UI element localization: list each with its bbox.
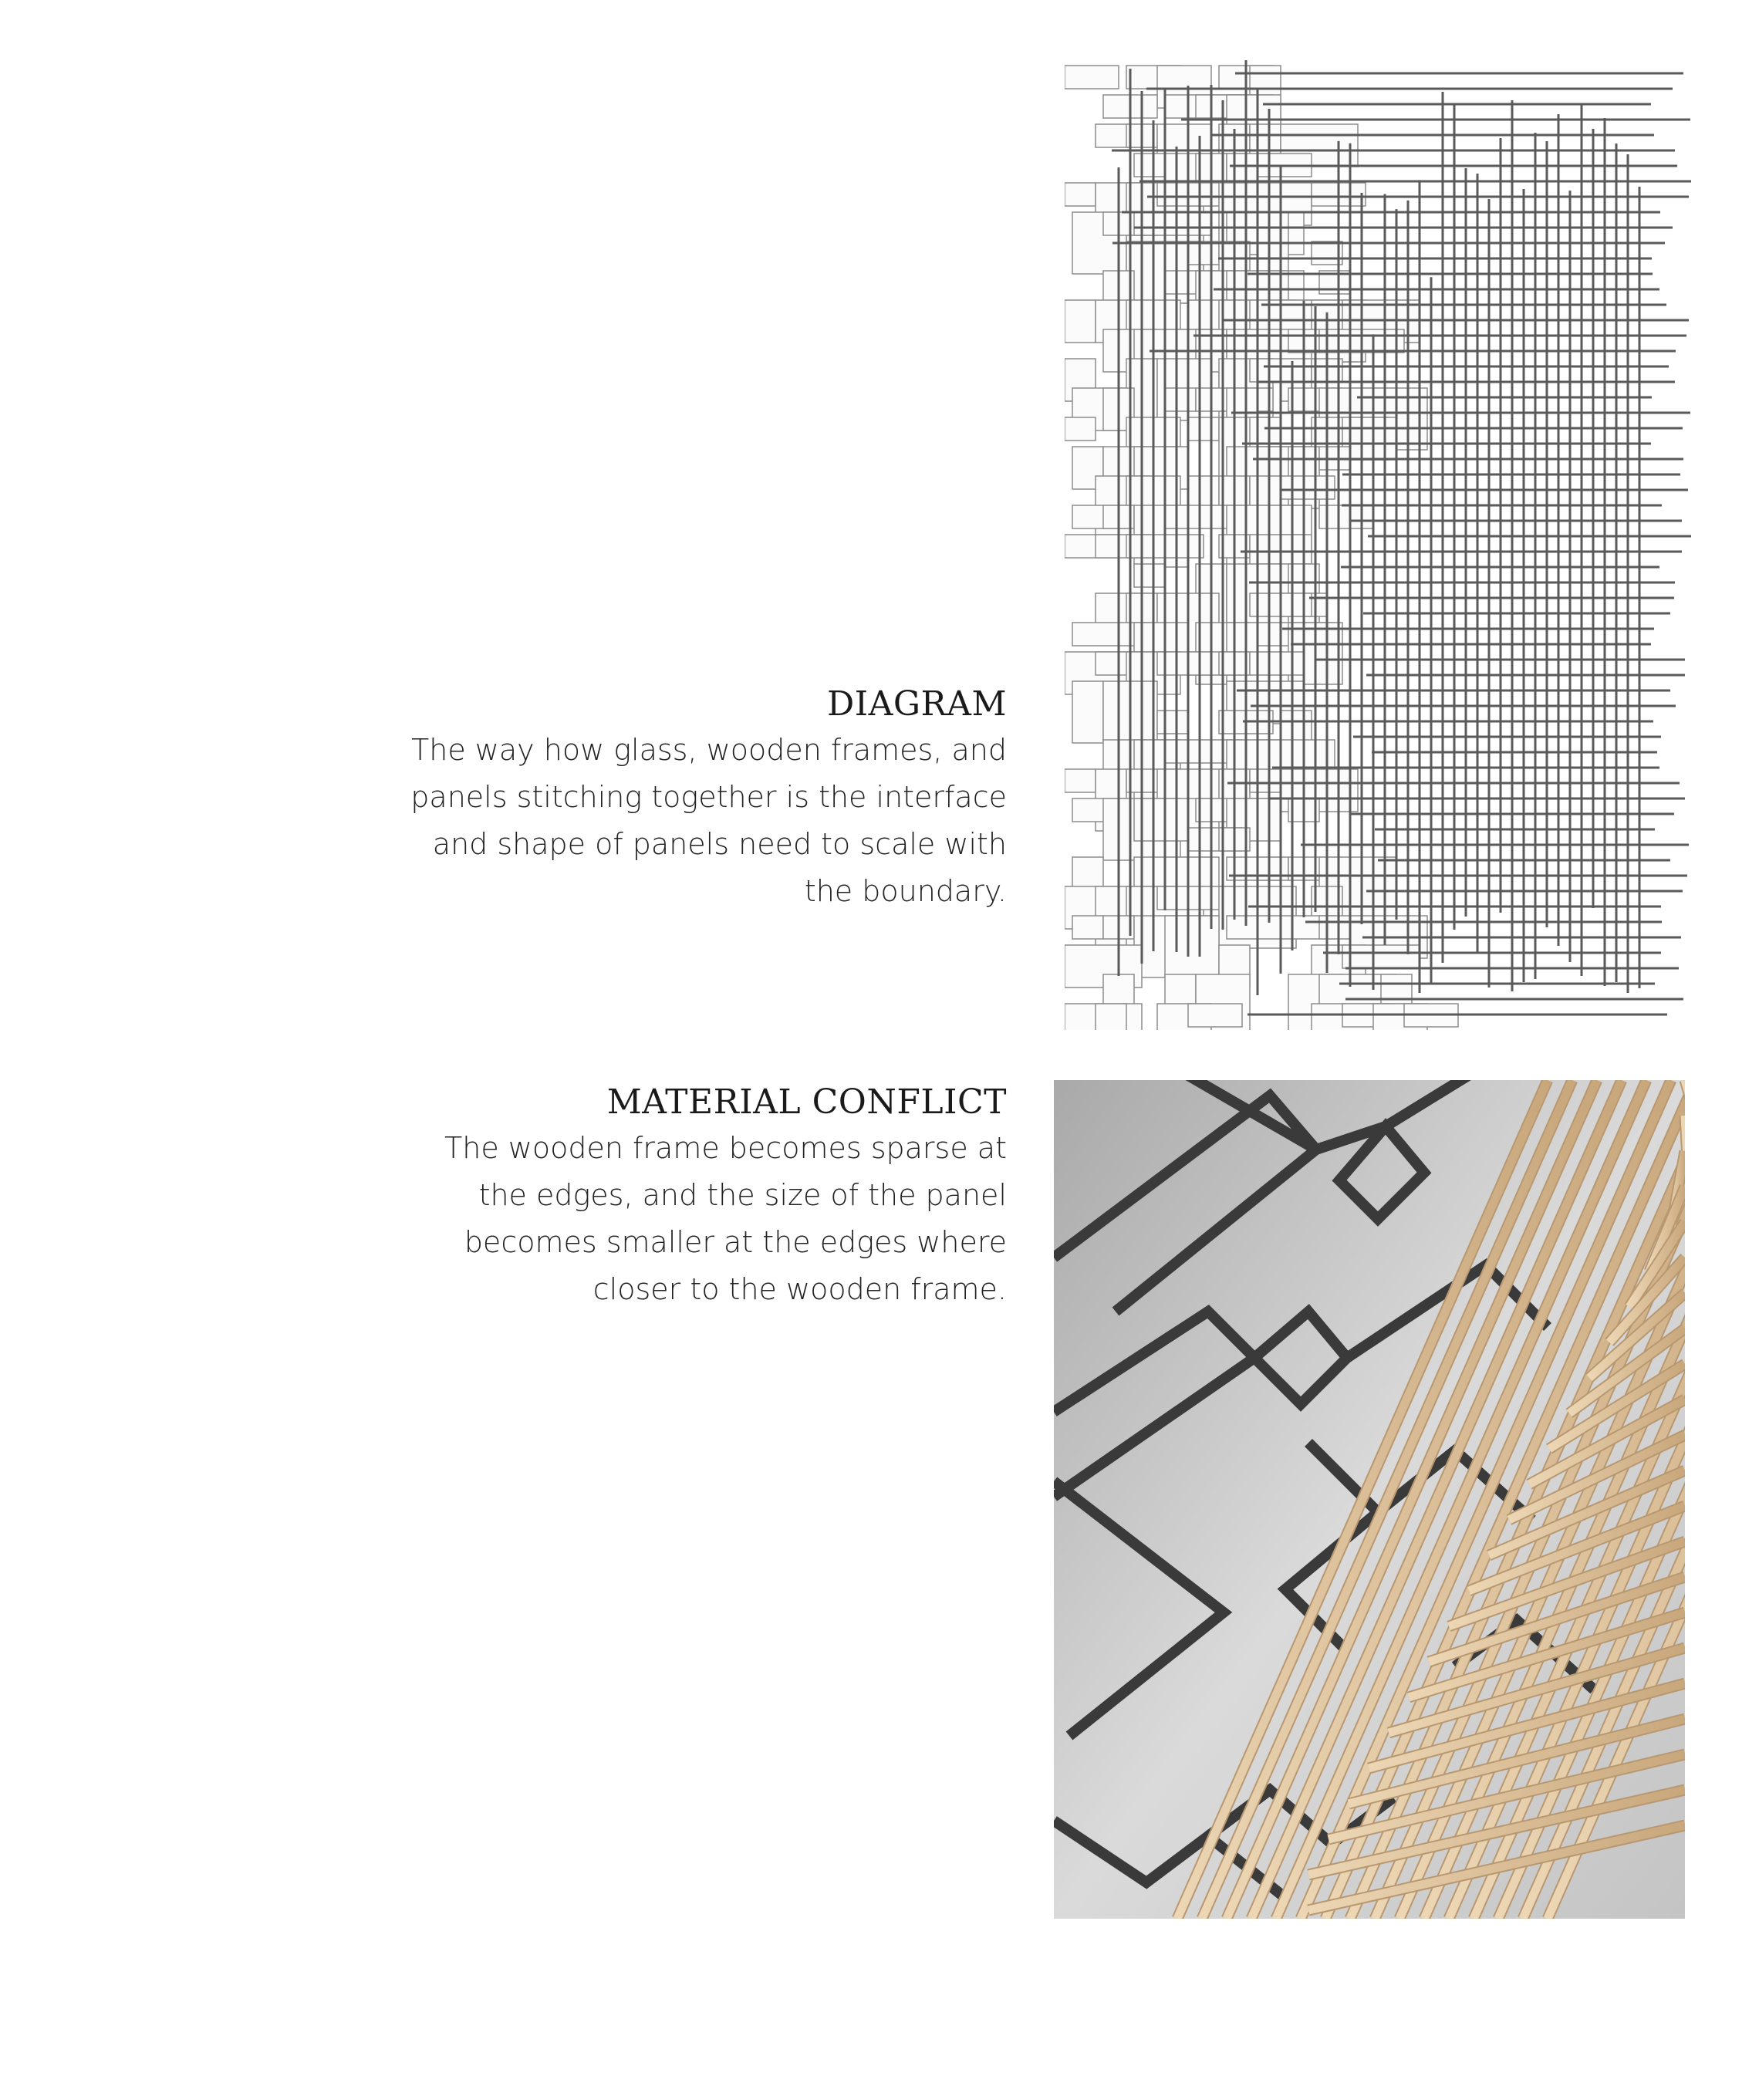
glass-panel	[1227, 916, 1258, 939]
glass-panel	[1072, 916, 1103, 939]
glass-panel	[1065, 417, 1096, 441]
glass-panels-layer	[1065, 66, 1458, 1030]
wooden-frame-grid-layer	[1112, 60, 1691, 1015]
diagram-line-1: The way how glass, wooden frames, and	[411, 733, 1007, 767]
diagram-heading: DIAGRAM	[826, 684, 1007, 724]
glass-panel	[1281, 593, 1312, 616]
glass-panel	[1188, 241, 1219, 265]
panel-frame-diagram	[1065, 42, 1697, 1030]
glass-panel	[1165, 388, 1196, 411]
diagram-line-2: panels stitching together is the interface	[410, 780, 1007, 814]
glass-panel	[1319, 329, 1350, 353]
glass-panel	[1096, 1004, 1126, 1030]
material-line-4: closer to the wooden frame.	[593, 1272, 1007, 1306]
material-conflict-description	[444, 1125, 1007, 1313]
diagram-text-section	[410, 682, 1007, 915]
material-conflict-heading: MATERIAL CONFLICT	[606, 1082, 1007, 1122]
glass-panel	[1134, 154, 1165, 177]
material-line-3: becomes smaller at the edges where	[464, 1225, 1007, 1259]
glass-panel	[1065, 66, 1119, 89]
glass-panel	[1072, 681, 1103, 743]
glass-panel	[1188, 1004, 1242, 1027]
glass-panel	[1188, 417, 1219, 441]
diagram-description	[410, 727, 1007, 915]
material-conflict-text-section	[444, 1080, 1007, 1313]
diagram-line-3: and shape of panels need to scale with	[432, 827, 1007, 861]
material-conflict-render	[1054, 1080, 1685, 1919]
glass-panel	[1157, 711, 1188, 734]
material-line-2: the edges, and the size of the panel	[478, 1178, 1007, 1212]
glass-panel	[1065, 769, 1096, 792]
diagram-line-4: the boundary.	[804, 874, 1007, 908]
glass-panel	[1065, 300, 1096, 343]
glass-panel	[1134, 564, 1165, 587]
glass-panel	[1250, 359, 1281, 382]
material-line-1: The wooden frame becomes sparse at	[444, 1131, 1007, 1165]
glass-panel	[1319, 916, 1350, 939]
glass-panel	[1065, 183, 1096, 206]
